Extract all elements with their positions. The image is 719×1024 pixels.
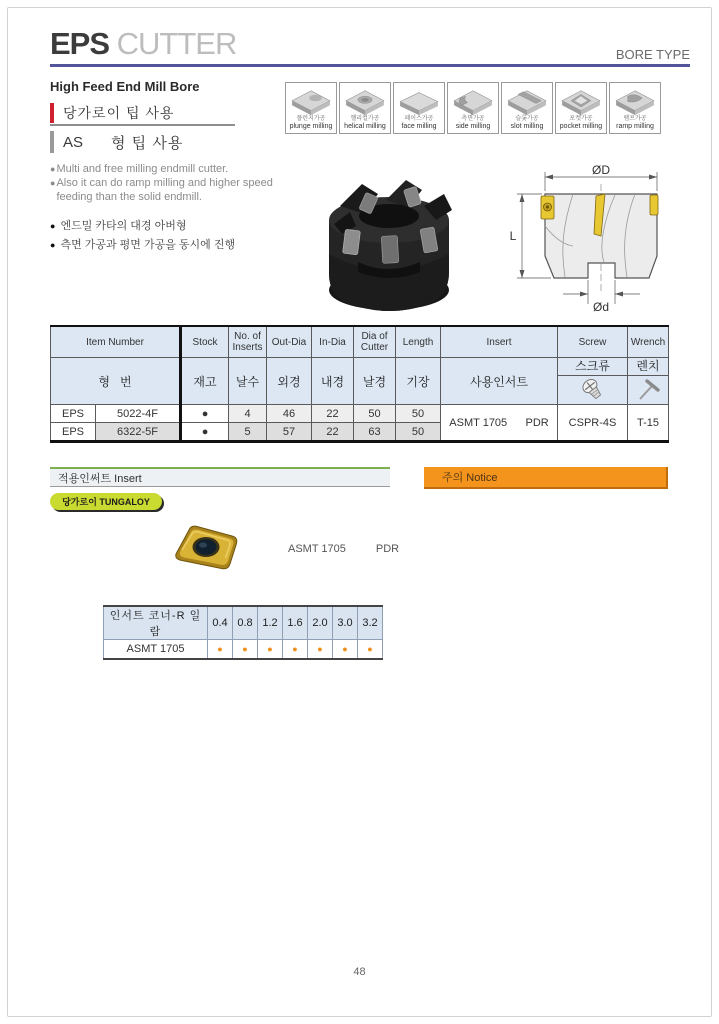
insert-grade: PDR (375, 543, 400, 555)
india-value: 22 (312, 423, 354, 442)
milling-label-en: side milling (455, 123, 491, 130)
milling-label-kr: 램프가공 (623, 116, 647, 122)
milling-label-en: slot milling (510, 123, 544, 130)
corner-r-col: 2.0 (308, 606, 333, 640)
col-insert: Insert (441, 326, 558, 358)
red-bar (50, 103, 54, 123)
corner-r-col: 1.6 (283, 606, 308, 640)
inserts-value: 5 (229, 423, 267, 442)
availability-dot: ● (233, 640, 258, 660)
insert-name: ASMT 1705 (288, 543, 346, 555)
spec-row-1 (51, 405, 669, 423)
corner-r-col: 1.2 (258, 606, 283, 640)
milling-box-pocket (555, 82, 607, 134)
screw-value: CSPR-4S (558, 405, 628, 442)
title-primary: EPS (50, 26, 110, 61)
dimension-drawing (503, 164, 691, 316)
milling-label-en: pocket milling (559, 123, 603, 130)
spec-header-en (51, 326, 669, 358)
insert-value: ASMT 1705 PDR (441, 405, 558, 442)
col-length: Length (396, 326, 441, 358)
col-out-dia: Out-Dia (267, 326, 312, 358)
wrench-icon (628, 376, 668, 404)
col-screw-kr (558, 358, 628, 405)
length-value: 50 (396, 423, 441, 442)
milling-label-kr: 슬롯가공 (515, 116, 539, 122)
col-dia-of-cutter: Dia of Cutter (354, 326, 396, 358)
feature-item (50, 236, 330, 255)
milling-block-icon (397, 89, 441, 116)
corner-r-col: 3.0 (333, 606, 358, 640)
bullet-icon: ● (50, 240, 56, 250)
col-inserts-kr: 날수 (229, 358, 267, 405)
notice-header: 주의 Notice (424, 467, 668, 489)
availability-dot: ● (308, 640, 333, 660)
screw-label-kr: 스크류 (558, 358, 627, 376)
product-subtitle: High Feed End Mill Bore (50, 79, 200, 94)
section-header-text: 당가로이 팁 사용 (63, 105, 175, 121)
screw-icon (558, 376, 627, 404)
bullet-icon: ● (50, 164, 56, 174)
bullet-icon: ● (50, 178, 56, 188)
availability-dot: ● (208, 640, 233, 660)
milling-label-kr: 페이스가공 (404, 116, 434, 122)
corner-r-table (103, 605, 383, 660)
cutter-photo (298, 154, 480, 318)
feature-text: Multi and free milling endmill cutter. (56, 163, 229, 175)
milling-block-icon (289, 89, 333, 116)
milling-box-helical (339, 82, 391, 134)
item-number: 6322-5F (96, 423, 181, 442)
availability-dot: ● (283, 640, 308, 660)
item-prefix: EPS (51, 423, 96, 442)
milling-box-slot (501, 82, 553, 134)
milling-label-en: face milling (401, 123, 437, 130)
corner-r-header (104, 606, 383, 640)
dim-outer-diameter: ØD (592, 164, 610, 177)
col-length-kr: 기장 (396, 358, 441, 405)
col-wrench: Wrench (628, 326, 669, 358)
india-value: 22 (312, 405, 354, 423)
header-rule (50, 64, 690, 67)
feature-item (50, 162, 308, 176)
col-wrench-kr (628, 358, 669, 405)
col-stock: Stock (181, 326, 229, 358)
outdia-value: 57 (267, 423, 312, 442)
feature-list-kr (50, 217, 330, 255)
corner-r-col: 3.2 (358, 606, 383, 640)
col-diacutter-kr: 날경 (354, 358, 396, 405)
feature-list-en (50, 162, 308, 204)
corner-r-col: 0.4 (208, 606, 233, 640)
stock-dot: ● (181, 423, 229, 442)
section-header-tungaloy-tip (50, 102, 235, 126)
col-stock-kr: 재고 (181, 358, 229, 405)
feature-text: 측면 가공과 평면 가공을 동시에 진행 (60, 239, 236, 251)
corner-r-title: 인서트 코너-R 일람 (104, 606, 208, 640)
col-no-of-inserts: No. of Inserts (229, 326, 267, 358)
milling-label-en: plunge milling (289, 123, 333, 130)
feature-text: 엔드밀 카타의 대경 아버형 (60, 220, 187, 232)
availability-dot: ● (358, 640, 383, 660)
dim-length: L (509, 229, 517, 243)
section-header-as-tip (50, 130, 235, 154)
spec-header-kr (51, 358, 669, 405)
milling-label-en: helical milling (344, 123, 386, 130)
milling-block-icon (505, 89, 549, 116)
page-title (50, 26, 236, 62)
availability-dot: ● (258, 640, 283, 660)
milling-block-icon (451, 89, 495, 116)
page-number: 48 (353, 966, 366, 978)
corner-r-insert-name: ASMT 1705 (104, 640, 208, 660)
diacutter-value: 63 (354, 423, 396, 442)
outdia-value: 46 (267, 405, 312, 423)
col-outdia-kr: 외경 (267, 358, 312, 405)
milling-block-icon (343, 89, 387, 116)
milling-box-plunge (285, 82, 337, 134)
tungaloy-brand-badge: 당가로이 TUNGALOY (50, 493, 162, 510)
feature-item (50, 217, 330, 236)
availability-dot: ● (333, 640, 358, 660)
col-india-kr: 내경 (312, 358, 354, 405)
milling-label-kr: 포켓가공 (569, 116, 593, 122)
col-item-number-kr: 형 번 (51, 358, 181, 405)
insert-photo (168, 518, 244, 578)
title-secondary: CUTTER (109, 26, 237, 61)
milling-block-icon (559, 89, 603, 116)
milling-label-kr: 플런지가공 (296, 116, 326, 122)
milling-label-kr: 측면가공 (461, 116, 485, 122)
insert-designation (288, 543, 399, 555)
col-screw: Screw (558, 326, 628, 358)
bore-type-label: BORE TYPE (615, 47, 690, 62)
insert-section-header: 적용인써트 Insert (50, 467, 390, 487)
milling-type-strip (285, 82, 661, 134)
diacutter-value: 50 (354, 405, 396, 423)
feature-item (50, 176, 308, 204)
corner-r-row (104, 640, 383, 660)
wrench-value: T-15 (628, 405, 669, 442)
gray-bar (50, 131, 54, 153)
wrench-label-kr: 렌치 (628, 358, 668, 376)
item-prefix: EPS (51, 405, 96, 423)
milling-box-side (447, 82, 499, 134)
corner-r-col: 0.8 (233, 606, 258, 640)
milling-box-face (393, 82, 445, 134)
item-number: 5022-4F (96, 405, 181, 423)
dim-bore-diameter: Ød (592, 300, 610, 314)
milling-label-kr: 헬리컬가공 (350, 116, 380, 122)
feature-text: Also it can do ramp milling and higher speed feeding than the solid endmill. (56, 177, 273, 203)
milling-box-ramp (609, 82, 661, 134)
section-prefix: AS (63, 133, 84, 151)
col-item-number: Item Number (51, 326, 181, 358)
col-insert-kr: 사용인서트 (441, 358, 558, 405)
stock-dot: ● (181, 405, 229, 423)
length-value: 50 (396, 405, 441, 423)
milling-label-en: ramp milling (616, 123, 654, 130)
section-header-text: 형 팁 사용 (111, 134, 184, 152)
bullet-icon: ● (50, 221, 56, 231)
inserts-value: 4 (229, 405, 267, 423)
spec-table (50, 325, 669, 443)
col-in-dia: In-Dia (312, 326, 354, 358)
milling-block-icon (613, 89, 657, 116)
